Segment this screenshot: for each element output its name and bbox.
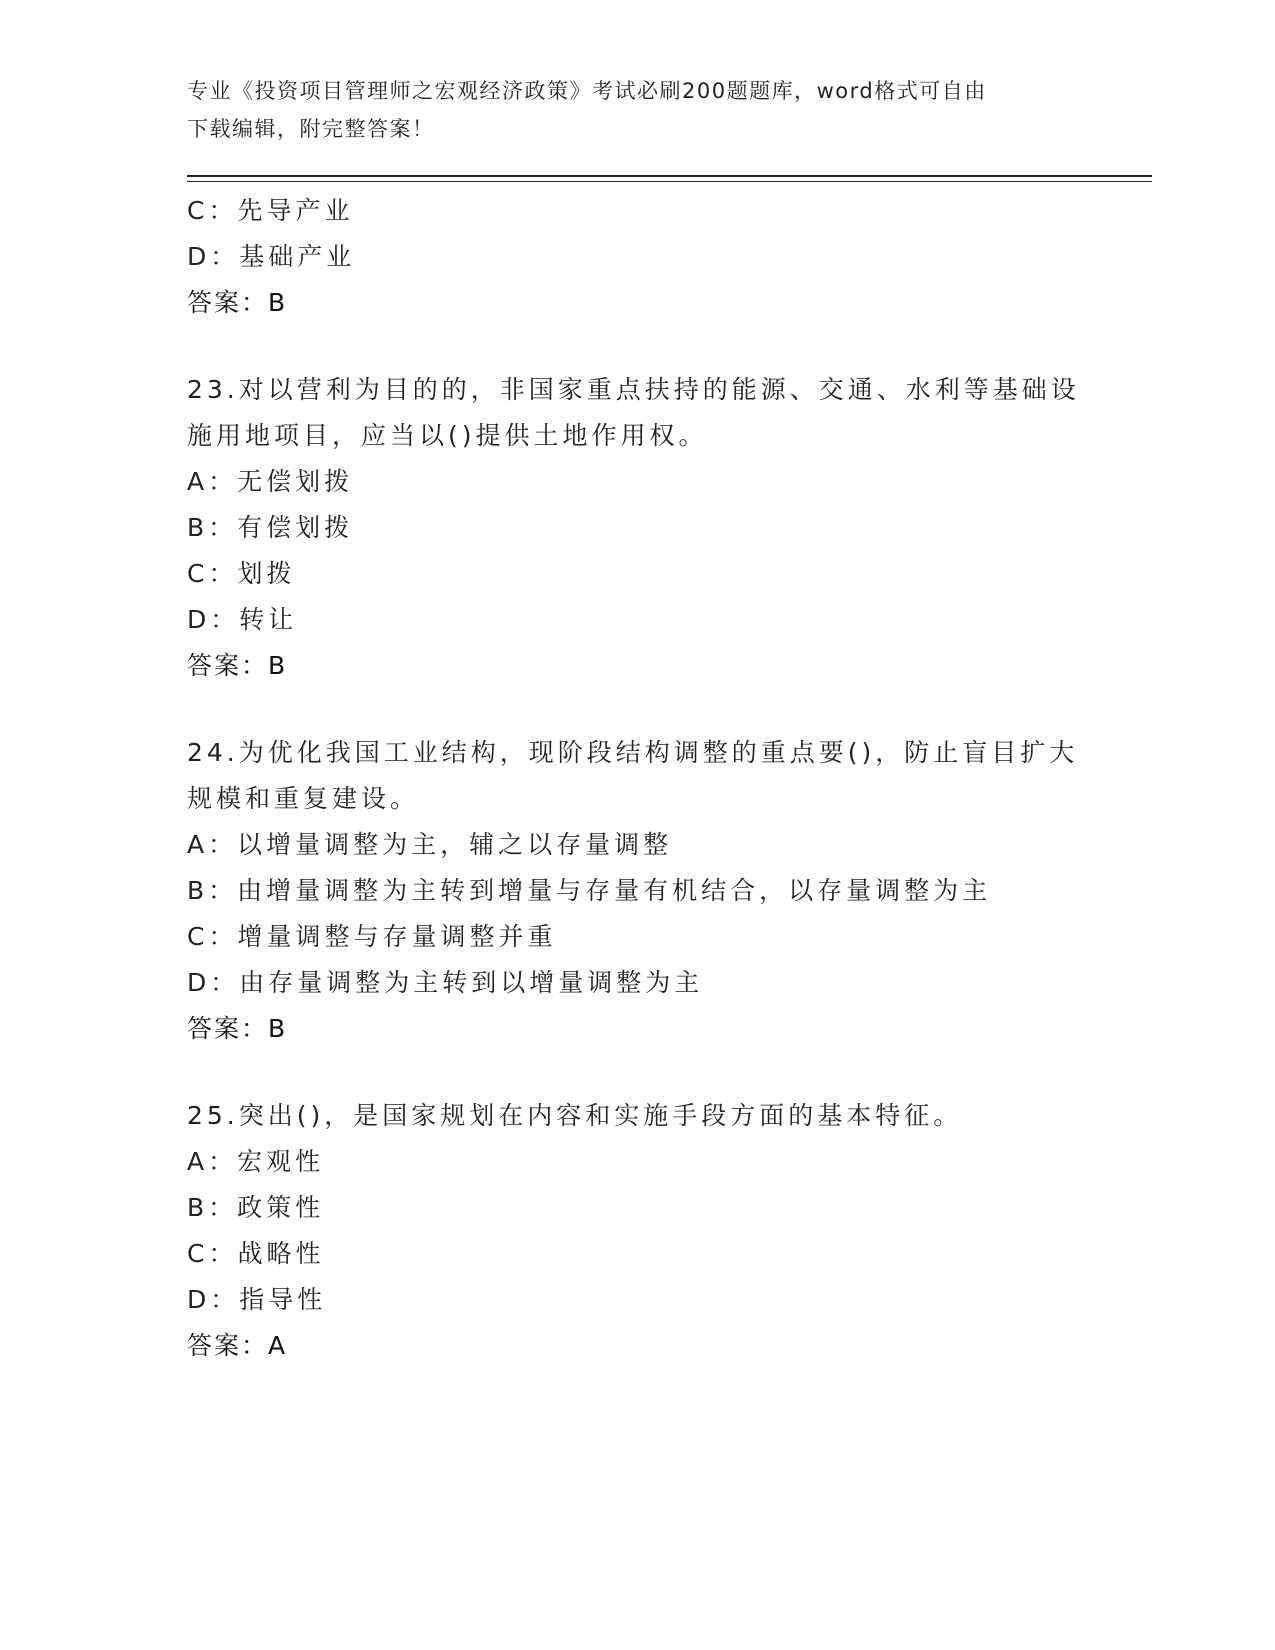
option-text: 转让 bbox=[239, 605, 298, 634]
question-23 bbox=[187, 367, 1087, 689]
header-title-line-2: 下载编辑，附完整答案！ bbox=[187, 117, 435, 141]
answer-value: A bbox=[268, 1331, 288, 1360]
option-line bbox=[187, 1185, 1087, 1231]
option-text: 指导性 bbox=[239, 1285, 327, 1314]
option-line bbox=[187, 1139, 1087, 1185]
option-text: 有偿划拨 bbox=[237, 513, 354, 542]
question-text-line-2: 施用地项目，应当以()提供土地作用权。 bbox=[187, 421, 708, 450]
question-text-line-2: 规模和重复建设。 bbox=[187, 784, 420, 813]
option-line bbox=[187, 505, 1087, 551]
question-content bbox=[187, 188, 1087, 1369]
option-label: D： bbox=[187, 968, 240, 997]
option-label: B： bbox=[187, 1193, 238, 1222]
answer-label: 答案： bbox=[187, 651, 269, 680]
option-line bbox=[187, 1231, 1087, 1277]
option-text: 增量调整与存量调整并重 bbox=[237, 922, 557, 951]
header-rule-thick bbox=[187, 175, 1152, 177]
option-line bbox=[187, 459, 1087, 505]
option-text: 宏观性 bbox=[237, 1147, 325, 1176]
option-line bbox=[187, 914, 1087, 960]
option-label: B： bbox=[187, 513, 238, 542]
option-label: D： bbox=[187, 242, 240, 271]
question-text: 对以营利为目的的，非国家重点扶持的能源、交通、水利等基础设 bbox=[238, 375, 1080, 404]
answer-label: 答案： bbox=[187, 1331, 269, 1360]
option-line bbox=[187, 234, 1087, 280]
option-label: C： bbox=[187, 922, 238, 951]
question-number: 23. bbox=[187, 375, 239, 404]
option-line bbox=[187, 868, 1087, 914]
question-25 bbox=[187, 1093, 1087, 1369]
option-text: 政策性 bbox=[237, 1193, 325, 1222]
answer-value: B bbox=[268, 651, 288, 680]
option-text: 以增量调整为主，辅之以存量调整 bbox=[237, 830, 673, 859]
option-text: 先导产业 bbox=[237, 196, 354, 225]
option-text: 由存量调整为主转到以增量调整为主 bbox=[239, 968, 704, 997]
option-label: A： bbox=[187, 1147, 238, 1176]
option-text: 基础产业 bbox=[239, 242, 356, 271]
answer-line bbox=[187, 1006, 1087, 1052]
question-24 bbox=[187, 730, 1087, 1052]
option-text: 无偿划拨 bbox=[237, 467, 354, 496]
answer-line bbox=[187, 280, 1087, 326]
prev-question-block bbox=[187, 188, 1087, 326]
option-label: C： bbox=[187, 196, 238, 225]
question-text: 突出()，是国家规划在内容和实施手段方面的基本特征。 bbox=[238, 1101, 963, 1130]
option-line bbox=[187, 551, 1087, 597]
document-header bbox=[187, 72, 1067, 148]
question-text-line-1 bbox=[187, 367, 1087, 413]
question-text-line-1 bbox=[187, 730, 1087, 776]
option-text: 划拨 bbox=[237, 559, 296, 588]
option-line bbox=[187, 822, 1087, 868]
answer-line bbox=[187, 643, 1087, 689]
option-label: C： bbox=[187, 559, 238, 588]
header-title-line-1: 专业《投资项目管理师之宏观经济政策》考试必刷200题题库，word格式可自由 bbox=[187, 79, 987, 103]
option-line bbox=[187, 597, 1087, 643]
answer-line bbox=[187, 1323, 1087, 1369]
option-text: 战略性 bbox=[237, 1239, 325, 1268]
option-line bbox=[187, 960, 1087, 1006]
question-text-line-1 bbox=[187, 1093, 1087, 1139]
header-rule-thin bbox=[187, 181, 1152, 182]
question-text: 为优化我国工业结构，现阶段结构调整的重点要()，防止盲目扩大 bbox=[238, 738, 1079, 767]
option-label: A： bbox=[187, 830, 238, 859]
option-line bbox=[187, 1277, 1087, 1323]
question-number: 24. bbox=[187, 738, 239, 767]
option-text: 由增量调整为主转到增量与存量有机结合，以存量调整为主 bbox=[237, 876, 992, 905]
answer-value: B bbox=[268, 288, 288, 317]
option-label: B： bbox=[187, 876, 238, 905]
option-line bbox=[187, 188, 1087, 234]
option-label: C： bbox=[187, 1239, 238, 1268]
question-number: 25. bbox=[187, 1101, 239, 1130]
option-label: D： bbox=[187, 605, 240, 634]
option-label: D： bbox=[187, 1285, 240, 1314]
answer-label: 答案： bbox=[187, 1014, 269, 1043]
answer-label: 答案： bbox=[187, 288, 269, 317]
option-label: A： bbox=[187, 467, 238, 496]
answer-value: B bbox=[268, 1014, 288, 1043]
